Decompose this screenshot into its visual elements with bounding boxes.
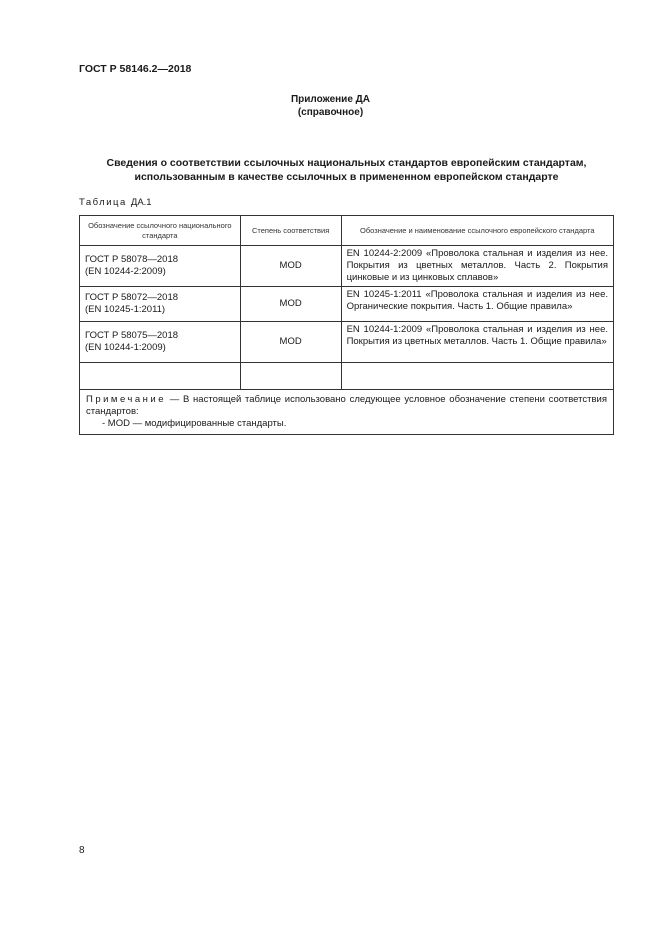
national-code-en: (EN 10245-1:2011) <box>85 304 166 315</box>
column-header-european: Обозначение и наименование ссылочного европейского стандарта <box>341 216 613 246</box>
table-row <box>80 322 614 363</box>
national-code: ГОСТ Р 58072—2018 <box>85 292 179 303</box>
european-standard-cell: EN 10244-2:2009 «Проволока стальная и изделия из нее. Покрытия из цветных металлов. Часть 2. Покрытия цинковые и из цинковых сплавов» <box>341 246 613 287</box>
note-item: - MOD — модифицированные стандарты. <box>102 418 287 429</box>
section-title: Сведения о соответствии ссылочных национальных стандартов европейским стандартам, использованным в качестве ссылочных в примененном европейском стандарте <box>106 157 587 183</box>
european-standard-cell: EN 10244-1:2009 «Проволока стальная и изделия из нее. Покрытия из цветных металлов. Часть 1. Общие правила» <box>341 322 613 363</box>
empty-cell <box>80 363 241 390</box>
note-text: — В настоящей таблице использовано следующее условное обозначение степени соответствия стандартов: <box>86 394 607 417</box>
table-note <box>80 390 614 435</box>
page-number: 8 <box>79 845 85 856</box>
national-code: ГОСТ Р 58078—2018 <box>85 254 179 265</box>
degree-cell: MOD <box>240 322 341 363</box>
table-label <box>79 197 152 208</box>
empty-cell <box>341 363 613 390</box>
appendix-title: Приложение ДА <box>290 94 371 105</box>
reference-table <box>79 215 614 435</box>
national-code-en: (EN 10244-1:2009) <box>85 342 166 353</box>
national-standard-cell <box>80 287 241 322</box>
note-label: Примечание <box>86 394 166 405</box>
table-row <box>80 287 614 322</box>
table-row <box>80 246 614 287</box>
document-code: ГОСТ Р 58146.2—2018 <box>79 63 192 75</box>
empty-cell <box>240 363 341 390</box>
column-header-national: Обозначение ссылочного национального стандарта <box>80 216 241 246</box>
national-code: ГОСТ Р 58075—2018 <box>85 330 179 341</box>
national-code-en: (EN 10244-2:2009) <box>85 266 166 277</box>
table-header-row <box>80 216 614 246</box>
table-label-number: ДА.1 <box>130 197 152 208</box>
european-standard-cell: EN 10245-1:2011 «Проволока стальная и изделия из нее. Органические покрытия. Часть 1. Общие правила» <box>341 287 613 322</box>
degree-cell: MOD <box>240 287 341 322</box>
table-row-empty <box>80 363 614 390</box>
table-label-word: Таблица <box>79 197 127 208</box>
appendix-subtitle: (справочное) <box>297 107 364 118</box>
column-header-degree: Степень соответствия <box>240 216 341 246</box>
appendix-heading <box>0 93 661 119</box>
table-note-row <box>80 390 614 435</box>
degree-cell: MOD <box>240 246 341 287</box>
national-standard-cell <box>80 246 241 287</box>
national-standard-cell <box>80 322 241 363</box>
